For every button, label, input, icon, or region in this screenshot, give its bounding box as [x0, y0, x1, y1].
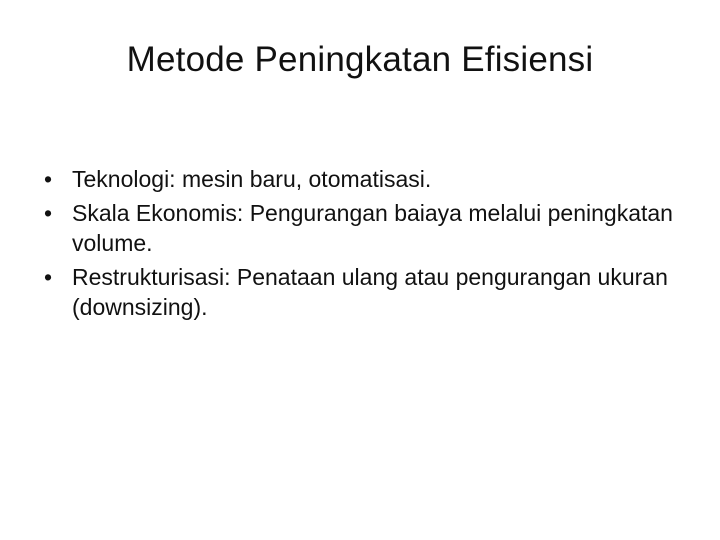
slide-title: Metode Peningkatan Efisiensi	[126, 40, 594, 79]
bullet-text: Teknologi: mesin baru, otomatisasi.	[72, 166, 432, 192]
bullet-item-skala-ekonomis	[36, 198, 686, 258]
bullet-dot-icon: •	[43, 264, 53, 290]
bullet-item-restrukturisasi	[36, 262, 686, 322]
bullet-dot-icon: •	[43, 200, 53, 226]
bullet-dot-icon: •	[43, 166, 53, 192]
bullet-list	[36, 164, 686, 326]
bullet-text: Skala Ekonomis: Pengurangan baiaya melalui peningkatan volume.	[72, 200, 673, 256]
bullet-item-teknologi	[36, 164, 686, 194]
bullet-text: Restrukturisasi: Penataan ulang atau pengurangan ukuran (downsizing).	[72, 264, 668, 320]
